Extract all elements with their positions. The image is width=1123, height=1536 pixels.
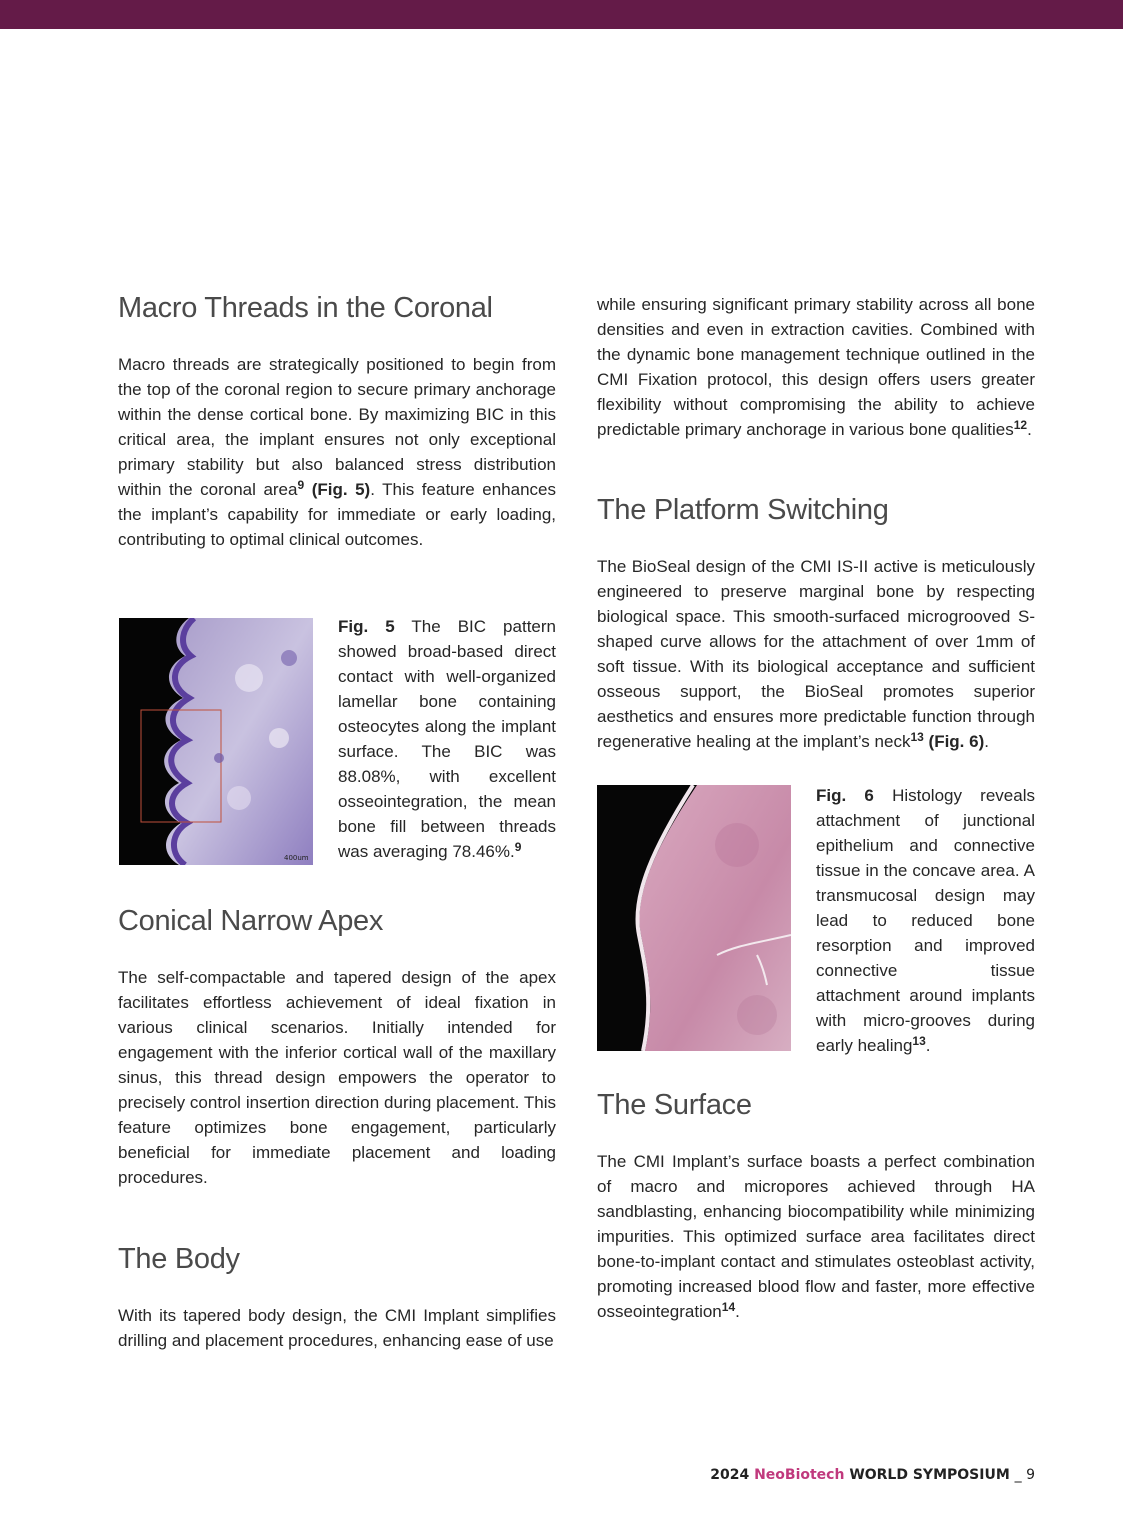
- top-banner-bar: [0, 0, 1123, 29]
- section-title-platform-switching: The Platform Switching: [597, 494, 889, 526]
- footer-year: 2024: [710, 1467, 750, 1483]
- section-text-conical-apex: The self-compactable and tapered design of the apex facilitates effortless achievement of ideal fixation in various clinical scenarios. Initially intended for engagement with the inferior cortical wall of the maxillary sinus, this thread design empowers the operator to precisely control insertion direction during placement. This feature optimizes bone engagement, particularly beneficial for immediate placement and loading procedures.: [118, 968, 556, 1187]
- fig5-scale-label: 400um: [284, 854, 309, 862]
- footer-brand: NeoBiotech: [754, 1467, 845, 1483]
- figure-reference: (Fig. 6): [928, 732, 985, 751]
- fig5-caption: Fig. 5 The BIC pattern showed broad-based direct contact with well-organized lamellar bone containing osteocytes along the implant surface. The BIC was 88.08%, with excellent osseointegration, the mean bone fill between threads was averaging 78.46%.$^9$: [338, 617, 556, 861]
- fig6-histology-image: [597, 785, 791, 1051]
- right-column-lower: [597, 1089, 1035, 1324]
- page-footer: [710, 1467, 1035, 1483]
- section-text-continued: while ensuring significant primary stability across all bone densities and even in extraction cavities. Combined with the dynamic bone management technique outlined in the CMI Fixation protocol, this design offers users greater flexibility without compromising the ability to achieve predictable primary anchorage in various bone qualities$^{12}$.: [597, 295, 1035, 439]
- right-column: [597, 292, 1035, 754]
- fig5-label: Fig. 5: [338, 617, 395, 636]
- section-text-platform-switching: The BioSeal design of the CMI IS-II active is meticulously engineered to preserve marginal bone by respecting biological space. This smooth-surfaced microgrooved S-shaped curve allows for the attachment of over 1mm of soft tissue. With its biological acceptance and sufficient osseous support, the BioSeal promotes superior aesthetics and ensures more predictable function through regenerative healing at the implant’s neck$^{13}$ (Fig. 6).: [597, 557, 1035, 751]
- fig5-histology-image: [119, 618, 313, 865]
- section-title-conical-apex: Conical Narrow Apex: [118, 905, 384, 937]
- left-column-lower: [118, 905, 556, 1353]
- page-number: _ 9: [1014, 1467, 1035, 1483]
- fig6-caption: Fig. 6 Histology reveals attachment of junctional epithelium and connective tissue in the concave area. A transmucosal design may lead to reduced bone resorption and improved connective tissue attachment around implants with micro-grooves during early healing$^{13}$.: [816, 786, 1035, 1055]
- section-text-surface: The CMI Implant’s surface boasts a perfect combination of macro and micropores achieved through HA sandblasting, enhancing biocompatibility while minimizing impurities. This optimized surface area facilitates direct bone-to-implant contact and stimulates osteoblast activity, promoting increased blood flow and faster, more effective osseointegration$^{14}$.: [597, 1152, 1035, 1321]
- figure-reference: (Fig. 5): [311, 480, 371, 499]
- footer-event: WORLD SYMPOSIUM: [849, 1467, 1010, 1483]
- section-text-body: With its tapered body design, the CMI Implant simplifies drilling and placement procedures, enhancing ease of use: [118, 1306, 556, 1350]
- section-title-macro-threads: Macro Threads in the Coronal: [118, 292, 493, 324]
- section-text-macro-threads: Macro threads are strategically positioned to begin from the top of the coronal region to secure primary anchorage within the dense cortical bone. By maximizing BIC in this critical area, the implant ensures not only exceptional primary stability but also balanced stress distribution within the coronal area$^9$ (Fig. 5). This feature enhances the implant’s capability for immediate or early loading, contributing to optimal clinical outcomes.: [118, 355, 556, 549]
- fig6-label: Fig. 6: [816, 786, 874, 805]
- section-title-body: The Body: [118, 1243, 240, 1275]
- left-column: [118, 292, 556, 552]
- section-title-surface: The Surface: [597, 1089, 752, 1121]
